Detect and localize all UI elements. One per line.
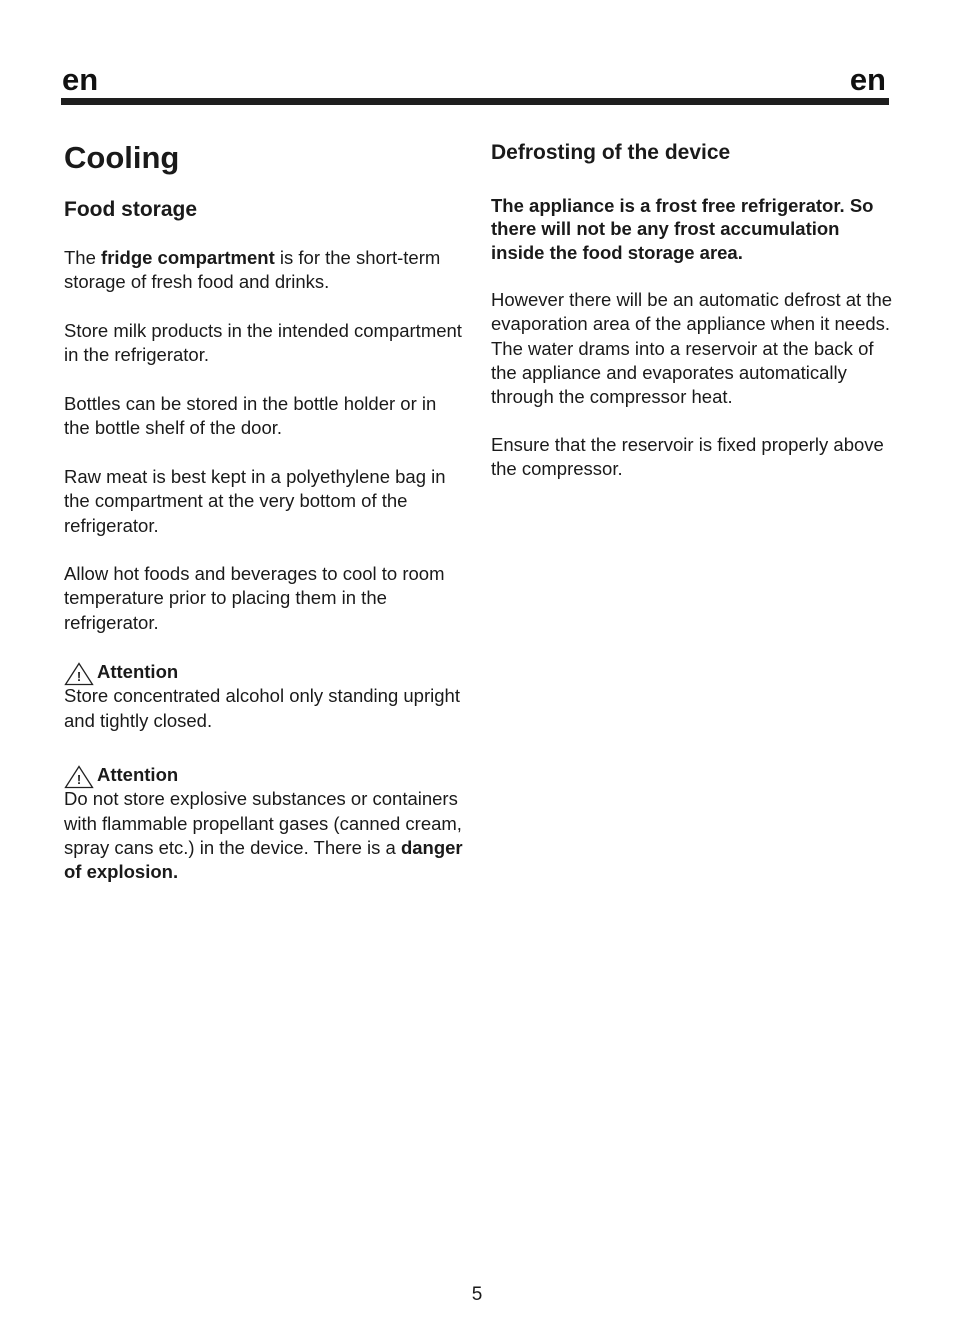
language-label-left: en [62,62,99,97]
language-label-right: en [849,62,886,97]
subsection-title: Food storage [64,198,198,221]
attention-block-alcohol [64,660,466,733]
paragraph-hot-foods: Allow hot foods and beverages to cool to room temperature prior to placing them in the refrigerator. [64,563,445,633]
attention-text: Store concentrated alcohol only standing upright and tightly closed. [64,685,460,731]
section-title: Cooling [64,140,180,175]
warning-triangle-icon [64,765,94,789]
attention-block-explosive [64,763,466,884]
attention-text: Do not store explosive substances or containers with flammable propellant gases (canned cream, spray cans etc.) in the device. There is a danger of explosion. [64,788,463,883]
paragraph-fridge-compartment: The fridge compartment is for the short-term storage of fresh food and drinks. [64,247,441,293]
paragraph-bottles: Bottles can be stored in the bottle holder or in the bottle shelf of the door. [64,393,437,439]
attention-label: Attention [97,661,179,682]
paragraph-frost-free: The appliance is a frost free refrigerator. So there will not be any frost accumulation inside the food storage area. [491,195,874,263]
header-rule [61,98,889,105]
paragraph-milk-products: Store milk products in the intended compartment in the refrigerator. [64,320,462,366]
attention-label: Attention [97,764,179,785]
page-number: 5 [471,1284,483,1305]
paragraph-reservoir: Ensure that the reservoir is fixed properly above the compressor. [491,434,884,480]
svg-text:!: ! [76,772,82,788]
paragraph-automatic-defrost: However there will be an automatic defrost at the evaporation area of the appliance when it needs. The water drams into a reservoir at the back of the appliance and evaporates automatically through the compressor heat. [491,289,893,408]
svg-text:!: ! [76,669,82,685]
warning-triangle-icon [64,662,94,686]
section-title-defrosting: Defrosting of the device [491,141,731,164]
paragraph-raw-meat: Raw meat is best kept in a polyethylene bag in the compartment at the very bottom of the refrigerator. [64,466,446,536]
